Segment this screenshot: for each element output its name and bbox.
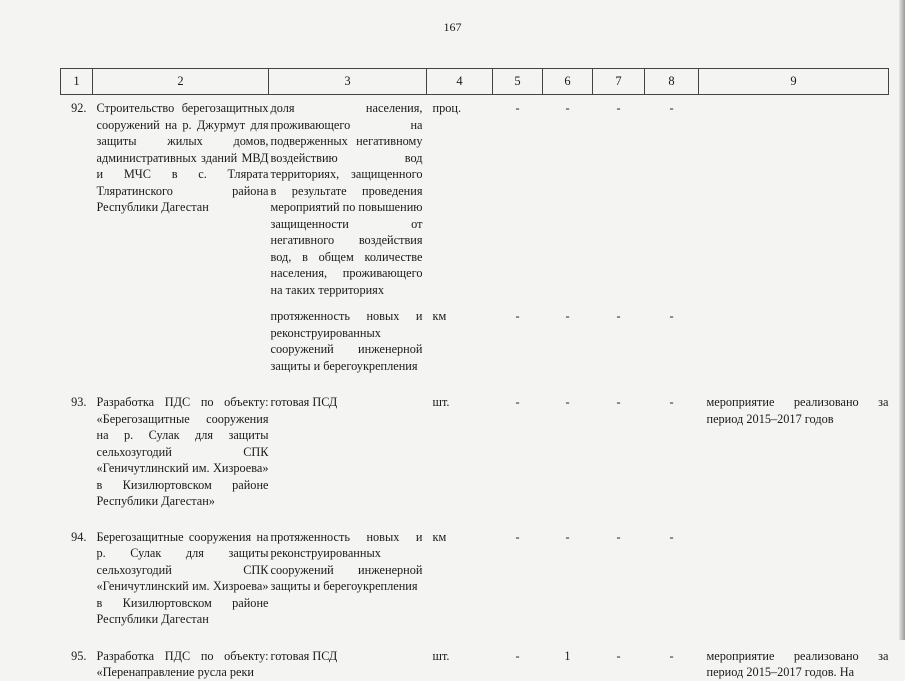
value-col7: - — [616, 529, 621, 544]
column-number-row — [61, 69, 889, 95]
value-col6: - — [565, 395, 570, 409]
value-col8: - — [669, 395, 674, 409]
column-header-9: 9 — [699, 69, 889, 95]
value-col7: - — [616, 101, 621, 115]
activity-name — [93, 298, 269, 374]
column-header-4: 4 — [427, 69, 493, 95]
column-header-8: 8 — [645, 69, 699, 95]
value-col6: 1 — [564, 648, 571, 663]
unit: проц. — [432, 101, 462, 115]
activity-name: Разработка ПДС по объекту: «Берегозащитные сооружения на р. Сулак для защиты сельхозугодий СПК «Геничутлинский им. Хизроева» в Кизилюртовском районе Республики Дагестан» — [96, 395, 269, 508]
indicator-name: готовая ПСД — [270, 648, 338, 663]
column-header-5: 5 — [493, 69, 543, 95]
value-col6: - — [565, 101, 570, 115]
row-number: 93. — [71, 395, 87, 409]
indicator-name: протяженность новых и реконструированных сооружений инженерной защиты и берегоукрепления — [270, 529, 423, 593]
column-header-6: 6 — [543, 69, 593, 95]
table-row-94 — [61, 510, 889, 628]
row-number — [61, 298, 93, 374]
value-col6: - — [565, 309, 570, 323]
indicator-name: доля населения, проживающего на подверженных негативному воздействию вод территориях, защищенного в результате проведения мероприятий по повышению защищенности от негативного воздействия вод, в общем количестве населения, проживающего на таких территориях — [270, 101, 423, 297]
column-header-2: 2 — [93, 69, 269, 95]
value-col6: - — [565, 529, 570, 544]
column-header-1: 1 — [61, 69, 93, 95]
table-row-95 — [61, 628, 889, 681]
program-table — [60, 68, 889, 681]
note — [699, 510, 889, 628]
value-col5: - — [515, 395, 520, 409]
activity-name: Берегозащитные сооружения на р. Сулак для защиты сельхозугодий СПК «Геничутлинский им. Хизроева» в Кизилюртовском районе Республики Дагестан — [96, 529, 269, 626]
note — [699, 298, 889, 374]
value-col8: - — [669, 309, 674, 323]
value-col7: - — [616, 648, 621, 663]
scan-edge-shadow — [899, 0, 905, 640]
value-col5: - — [515, 309, 520, 323]
value-col5: - — [515, 529, 520, 544]
page-number: 167 — [443, 20, 462, 34]
table-row-92 — [61, 95, 889, 299]
activity-name: Разработка ПДС по объекту: «Перенаправление русла реки — [96, 648, 269, 679]
indicator-name: протяженность новых и реконструированных сооружений инженерной защиты и берегоукрепления — [270, 309, 423, 373]
unit: шт. — [432, 648, 450, 663]
column-header-7: 7 — [593, 69, 645, 95]
table-row-92-indicator-2 — [61, 298, 889, 374]
unit: км — [432, 529, 447, 544]
indicator-name: готовая ПСД — [270, 395, 338, 409]
value-col7: - — [616, 395, 621, 409]
row-number: 95. — [71, 648, 87, 663]
column-header-3: 3 — [269, 69, 427, 95]
activity-name: Строительство берегозащитных сооружений на р. Джурмут для защиты жилых домов, административных зданий МВД и МЧС в с. Тлярата Тляратинского района Республики Дагестан — [96, 101, 269, 214]
table-row-93 — [61, 374, 889, 510]
value-col8: - — [669, 529, 674, 544]
value-col8: - — [669, 101, 674, 115]
note: мероприятие реализовано за период 2015–2017 годов. На — [706, 648, 889, 679]
row-number: 94. — [71, 529, 87, 544]
value-col7: - — [616, 309, 621, 323]
value-col5: - — [515, 648, 520, 663]
value-col8: - — [669, 648, 674, 663]
row-number: 92. — [71, 101, 87, 115]
note: мероприятие реализовано за период 2015–2017 годов — [706, 395, 889, 426]
unit: шт. — [432, 395, 450, 409]
note — [699, 95, 889, 299]
value-col5: - — [515, 101, 520, 115]
unit: км — [432, 309, 447, 323]
